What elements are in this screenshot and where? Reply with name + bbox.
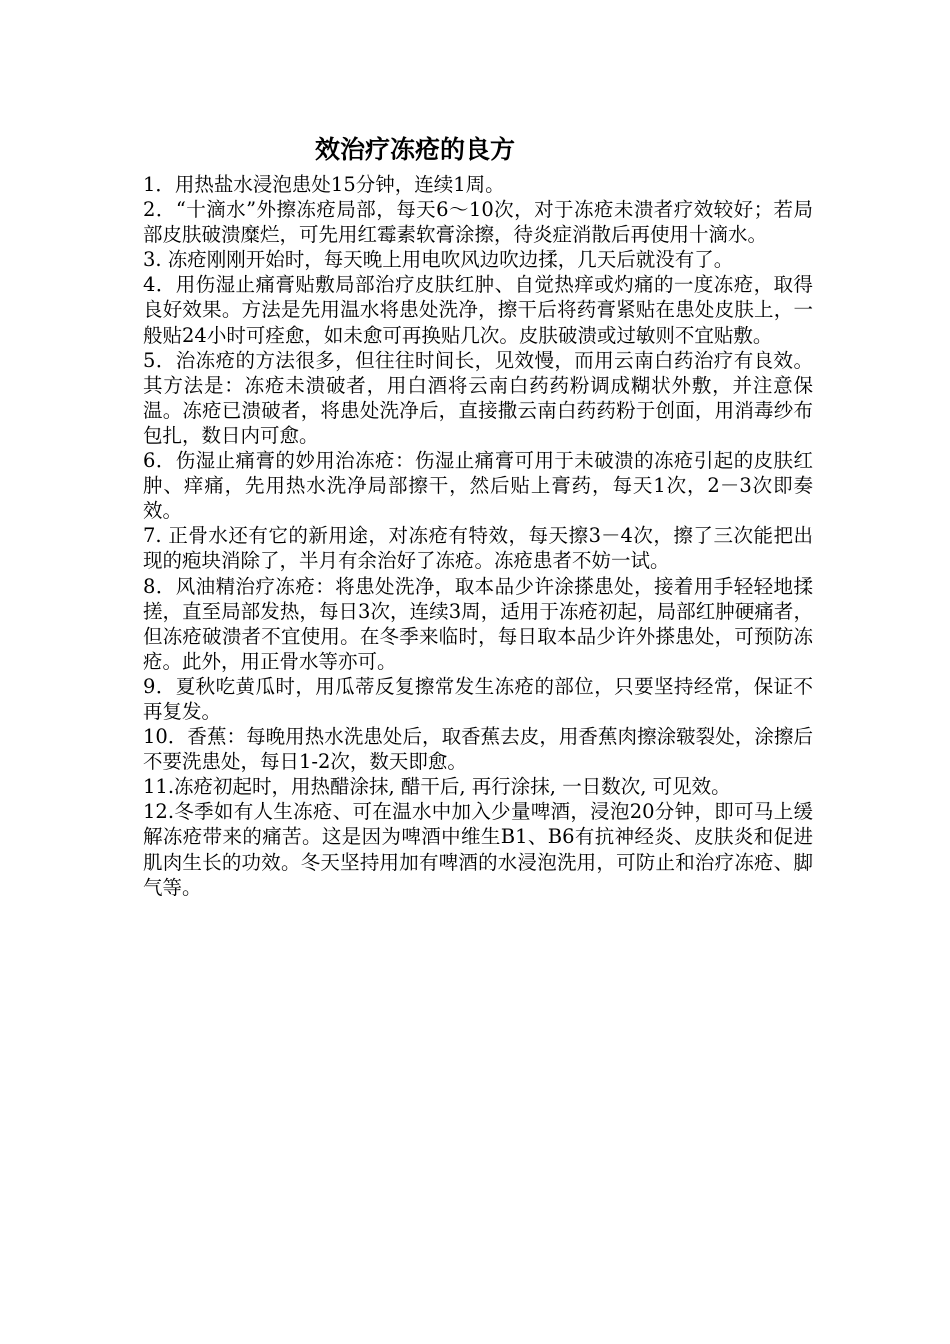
remedy-paragraph-8: 8．风油精治疗冻疮：将患处洗净，取本品少许涂搽患处，接着用手轻轻地揉搓，直至局部发热，每日3次，连续3周，适用于冻疮初起，局部红肿硬痛者，但冻疮破溃者不宜使用。在冬季来临时，每日取本品少许外搽患处，可预防冻疮。此外，用正骨水等亦可。 xyxy=(143,574,813,673)
remedy-paragraph-6: 6．伤湿止痛膏的妙用治冻疮：伤湿止痛膏可用于未破溃的冻疮引起的皮肤红肿、痒痛，先用热水洗净局部擦干，然后贴上膏药，每天1次，2－3次即奏效。 xyxy=(143,449,813,523)
remedy-paragraph-4: 4．用伤湿止痛膏贴敷局部治疗皮肤红肿、自觉热痒或灼痛的一度冻疮，取得良好效果。方法是先用温水将患处洗净，擦干后将药膏紧贴在患处皮肤上，一般贴24小时可痊愈，如未愈可再换贴几次。皮肤破溃或过敏则不宜贴敷。 xyxy=(143,273,813,347)
remedy-paragraph-9: 9．夏秋吃黄瓜时，用瓜蒂反复擦常发生冻疮的部位，只要坚持经常，保证不再复发。 xyxy=(143,674,813,723)
remedy-paragraph-1: 1．用热盐水浸泡患处15分钟，连续1周。 xyxy=(143,173,505,196)
document-body xyxy=(143,172,813,900)
remedy-paragraph-11: 11.冻疮初起时，用热醋涂抹, 醋干后, 再行涂抹, 一日数次, 可见效。 xyxy=(143,775,731,799)
remedy-paragraph-10: 10．香蕉：每晚用热水洗患处后，取香蕉去皮，用香蕉肉擦涂皲裂处，涂擦后不要洗患处，每日1-2次，数天即愈。 xyxy=(143,725,813,774)
document-title: 效治疗冻疮的良方 xyxy=(314,135,515,164)
remedy-paragraph-12: 12.冬季如有人生冻疮、可在温水中加入少量啤酒，浸泡20分钟，即可马上缓解冻疮带来的痛苦。这是因为啤酒中维生B1、B6有抗神经炎、皮肤炎和促进肌肉生长的功效。冬天坚持用加有啤酒的水浸泡洗用，可防止和治疗冻疮、脚气等。 xyxy=(143,800,813,899)
remedy-paragraph-5: 5．治冻疮的方法很多，但往往时间长，见效慢，而用云南白药治疗有良效。其方法是：冻疮未溃破者，用白酒将云南白药药粉调成糊状外敷，并注意保温。冻疮已溃破者，将患处洗净后，直接撒云南白药药粉于创面，用消毒纱布包扎，数日内可愈。 xyxy=(143,348,813,447)
remedy-paragraph-3: 3. 冻疮刚刚开始时，每天晚上用电吹风边吹边揉，几天后就没有了。 xyxy=(143,248,734,272)
remedy-paragraph-7: 7. 正骨水还有它的新用途，对冻疮有特效，每天擦3－4次，擦了三次能把出现的疱块消除了，半月有余治好了冻疮。冻疮患者不妨一试。 xyxy=(143,524,813,573)
remedy-paragraph-2: 2．“十滴水”外擦冻疮局部，每天6～10次，对于冻疮未溃者疗效较好；若局部皮肤破溃糜烂，可先用红霉素软膏涂擦，待炎症消散后再使用十滴水。 xyxy=(143,198,813,247)
